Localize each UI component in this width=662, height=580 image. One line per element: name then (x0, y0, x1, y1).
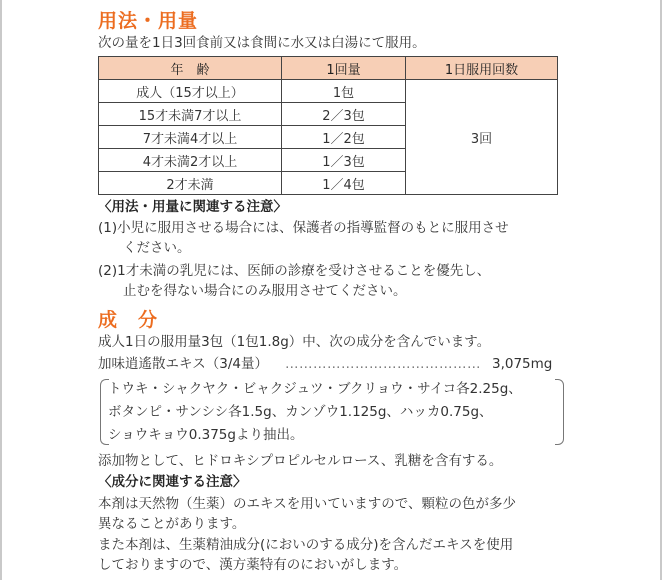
usage-heading: 用法・用量 (98, 10, 199, 32)
dose-cell: 1／2包 (282, 126, 406, 149)
dosage-table-header (99, 57, 558, 80)
age-cell: 4才未満2才以上 (99, 149, 282, 172)
ingredients-note-line-4: しておりますので、漢方薬特有のにおいがします。 (98, 557, 408, 573)
dose-cell: 1包 (282, 80, 406, 103)
ingredients-heading: 成 分 (98, 309, 159, 331)
extract-amount: 3,075mg (492, 356, 553, 372)
ingredients-notes-title: 〈成分に関連する注意〉 (98, 474, 247, 490)
dose-cell: 2／3包 (282, 103, 406, 126)
header-age: 年 齢 (99, 57, 282, 80)
ingredients-note-line-3: また本剤は、生薬精油成分(においのする成分)を含んだエキスを使用 (98, 537, 514, 553)
ingredients-note-line-2: 異なることがあります。 (98, 516, 246, 532)
extract-leader-dots: …………………………………… (285, 356, 481, 372)
extract-name: 加味逍遙散エキス（3/4量） (98, 356, 268, 372)
usage-intro: 次の量を1日3回食前又は食間に水又は白湯にて服用。 (98, 35, 426, 51)
herbs-line-1: トウキ・シャクヤク・ビャクジュツ・ブクリョウ・サイコ各2.25g、 (108, 381, 522, 397)
age-cell: 15才未満7才以上 (99, 103, 282, 126)
usage-notes-title: 〈用法・用量に関連する注意〉 (98, 199, 287, 215)
additives-text: 添加物として、ヒドロキシプロピルセルロース、乳糖を含有する。 (98, 453, 503, 469)
header-dose: 1回量 (282, 57, 406, 80)
usage-note-2-line1: (2)1才未満の乳児には、医師の診療を受けさせることを優先し、 (98, 263, 491, 279)
dose-cell: 1／3包 (282, 149, 406, 172)
ingredients-intro: 成人1日の服用量3包（1包1.8g）中、次の成分を含んでいます。 (98, 334, 491, 350)
usage-note-2-line2: 止むを得ない場合にのみ服用させてください。 (123, 283, 407, 299)
header-times: 1日服用回数 (406, 57, 558, 80)
dosage-table (98, 56, 558, 195)
age-cell: 成人（15才以上） (99, 80, 282, 103)
age-cell: 7才未満4才以上 (99, 126, 282, 149)
ingredients-note-line-1: 本剤は天然物（生薬）のエキスを用いていますので、顆粒の色が多少 (98, 496, 516, 512)
usage-note-1-line1: (1)小児に服用させる場合には、保護者の指導監督のもとに服用させ (98, 220, 509, 236)
age-cell: 2才未満 (99, 172, 282, 195)
dose-cell: 1／4包 (282, 172, 406, 195)
herbs-line-3: ショウキョウ0.375gより抽出。 (108, 427, 304, 443)
herbs-right-bracket (555, 379, 564, 445)
table-row (99, 80, 558, 103)
times-cell: 3回 (406, 80, 558, 195)
usage-note-1-line2: ください。 (123, 240, 191, 256)
herbs-line-2: ボタンピ・サンシシ各1.5g、カンゾウ1.125g、ハッカ0.75g、 (108, 404, 493, 420)
